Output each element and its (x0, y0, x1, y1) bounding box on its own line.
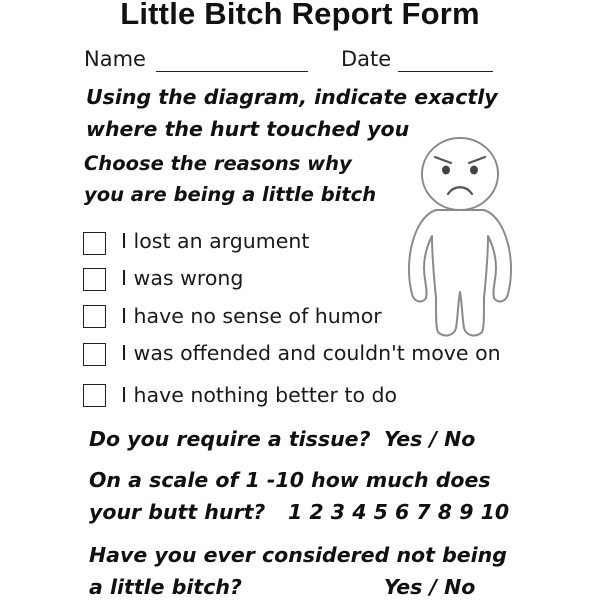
checkbox-lost-argument[interactable] (83, 232, 106, 255)
reason-offended: I was offended and couldn't move on (121, 341, 501, 365)
name-label: Name (84, 47, 146, 71)
consider-question-line2: a little bitch? (89, 575, 242, 599)
diagram-instruction-line2: where the hurt touched you (86, 117, 410, 141)
date-field[interactable] (398, 71, 493, 72)
diagram-instruction-line1: Using the diagram, indicate exactly (86, 85, 498, 109)
checkbox-was-wrong[interactable] (83, 268, 106, 291)
tissue-answer[interactable]: Yes / No (384, 427, 476, 451)
reasons-prompt-line1: Choose the reasons why (84, 152, 352, 175)
reason-no-sense-of-humor: I have no sense of humor (121, 304, 382, 328)
checkbox-offended[interactable] (83, 343, 106, 366)
scale-question-line2: your butt hurt? (89, 500, 266, 524)
reason-was-wrong: I was wrong (121, 266, 244, 290)
checkbox-nothing-better[interactable] (83, 384, 106, 407)
reasons-prompt-line2: you are being a little bitch (84, 183, 377, 206)
form-title: Little Bitch Report Form (120, 0, 480, 31)
scale-question-line1: On a scale of 1 -10 how much does (89, 468, 491, 492)
date-label: Date (341, 47, 392, 71)
scale-numbers[interactable]: 1 2 3 4 5 6 7 8 9 10 (288, 500, 510, 524)
name-field[interactable] (156, 71, 308, 72)
consider-answer[interactable]: Yes / No (384, 575, 476, 599)
checkbox-no-sense-of-humor[interactable] (83, 305, 106, 328)
angry-person-icon[interactable] (402, 132, 526, 344)
reason-lost-argument: I lost an argument (121, 229, 310, 253)
reason-nothing-better: I have nothing better to do (121, 383, 398, 407)
consider-question-line1: Have you ever considered not being (89, 543, 507, 567)
tissue-question: Do you require a tissue? (89, 427, 371, 451)
